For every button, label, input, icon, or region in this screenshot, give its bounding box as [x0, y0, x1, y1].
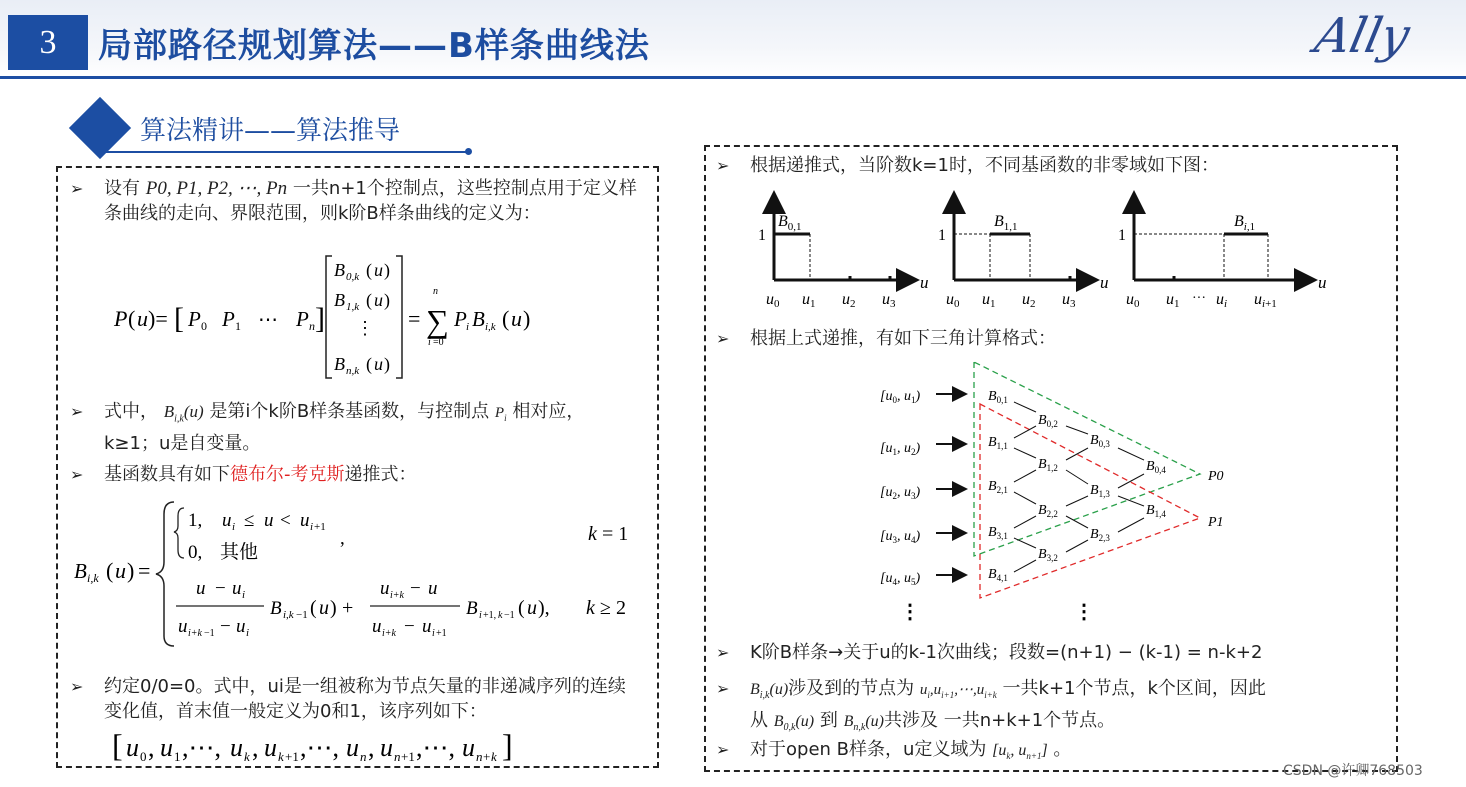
- svg-text:(: (: [128, 306, 136, 331]
- svg-text:k: k: [586, 597, 595, 619]
- de-boor-cox-recurrence: [70, 496, 650, 652]
- svg-text:u: u: [374, 354, 383, 374]
- svg-text:[u4, u5): [$u_4$, $u_5$): [880, 571, 921, 587]
- svg-text:1: 1: [235, 319, 241, 333]
- svg-text:i: i: [479, 610, 482, 621]
- svg-text:i,k: i,k: [283, 609, 294, 621]
- svg-text:0: 0: [201, 319, 207, 333]
- svg-text:u1: u1: [982, 291, 996, 310]
- header-divider: [0, 76, 1466, 79]
- svg-text:B4,1: $B_{4,1}$: [988, 567, 1008, 583]
- svg-text:u0: u0: [946, 291, 960, 310]
- svg-text:u: u: [300, 510, 310, 531]
- svg-text:u: u: [422, 616, 432, 637]
- diamond-icon: [69, 97, 131, 159]
- svg-text:−: −: [410, 578, 421, 599]
- svg-text:u: u: [196, 578, 206, 599]
- bullet-5-suffix: 。: [1053, 739, 1072, 760]
- right-bullet-3-text: K阶B样条→关于u的k-1次曲线；段数=(n+1) − (k-1) = n-k+2: [750, 642, 1263, 663]
- svg-text:0,: 0,: [188, 542, 203, 563]
- svg-text:u: u: [137, 306, 148, 331]
- plot-1-one-label: 1: [758, 227, 766, 244]
- svg-text:≥ 2: ≥ 2: [600, 597, 626, 619]
- svg-text:B: B: [334, 354, 345, 374]
- svg-text:u3: u3: [1062, 291, 1076, 310]
- svg-text:P: P: [454, 307, 467, 331]
- svg-text:⋮: ⋮: [900, 601, 920, 623]
- svg-text:u: u: [374, 290, 383, 310]
- svg-text:[u1, u2): [$u_1$, $u_2$): [880, 441, 921, 457]
- svg-text:[u3, u4): [$u_3$, $u_4$): [880, 529, 921, 545]
- svg-text:,: ,: [340, 528, 345, 549]
- svg-text:P: P: [188, 307, 201, 331]
- de-boor-cox-highlight: 德布尔-考克斯: [230, 464, 345, 485]
- bullet-4-text-b: 一共k+1个节点，k个区间，因此: [1002, 678, 1266, 699]
- svg-text:P: P: [296, 307, 309, 331]
- bullet-4-text-e: 共涉及 一共n+k+1个节点。: [883, 710, 1116, 732]
- basis-plot-bi1: [1118, 196, 1327, 310]
- svg-text:<: <: [280, 510, 291, 531]
- svg-text:B: B: [472, 307, 485, 331]
- svg-text:u: u: [264, 733, 277, 762]
- svg-text:1,k: 1,k: [346, 301, 360, 313]
- svg-text:,: ,: [148, 733, 155, 762]
- page-title: 局部路径规划算法——B样条曲线法: [98, 26, 650, 66]
- svg-text:B1,1: $B_{1,1}$: [994, 213, 1018, 233]
- svg-text:u: u: [178, 616, 188, 637]
- svg-text:⋮: ⋮: [1074, 601, 1094, 623]
- svg-text:i: i: [432, 628, 435, 639]
- right-bullet-1: [716, 153, 1376, 178]
- svg-text:u: u: [1318, 273, 1327, 292]
- svg-text:u2: u2: [1022, 291, 1036, 310]
- svg-text:−1: −1: [204, 628, 215, 639]
- svg-text:i+k: i+k: [382, 628, 396, 639]
- triangular-computation-scheme: [876, 356, 1236, 628]
- right-bullet-1-text: 根据递推式，当阶数k=1时，不同基函数的非零域如下图：: [750, 155, 1219, 176]
- svg-text:+1: +1: [436, 628, 447, 639]
- svg-text:−: −: [404, 616, 415, 637]
- svg-text:ui: ui: [1216, 291, 1228, 310]
- left-bullet-1: [70, 176, 642, 226]
- svg-text:(: (: [366, 290, 372, 310]
- svg-text:u: u: [160, 733, 173, 762]
- bullet-3-prefix: 基函数具有如下: [104, 464, 230, 485]
- bullet-2-text: 是第i个k阶B样条基函数，与控制点: [209, 401, 490, 422]
- svg-text:i: i: [466, 321, 470, 333]
- bullet-arrow-icon: ➢: [716, 329, 730, 348]
- svg-text:+1: +1: [285, 749, 299, 764]
- svg-text:i: i: [246, 627, 250, 639]
- svg-text:[: [: [112, 727, 123, 763]
- svg-text:−1: −1: [504, 610, 515, 621]
- svg-text:−1: −1: [296, 609, 308, 621]
- svg-text:1: 1: [938, 227, 946, 244]
- bullet-4-text-c: 从: [750, 710, 768, 732]
- svg-text:n,k: n,k: [346, 365, 360, 377]
- right-bullet-2-text: 根据上式递推，有如下三角计算格式：: [750, 328, 1056, 349]
- left-bullet-2: ➢ 式中， $B_{i,k}(u)$ 是第i个k阶B样条基函数，与控制点 $P_i$ 相对应， k≥1；u是自变量。: [70, 401, 585, 455]
- svg-text:n: n: [309, 319, 315, 333]
- bullet-arrow-icon: ➢: [70, 402, 84, 421]
- svg-text:u3: u3: [882, 291, 896, 310]
- svg-text:其他: 其他: [220, 542, 259, 563]
- basis-plot-b11: [938, 196, 1109, 310]
- svg-text:): ): [127, 558, 135, 583]
- svg-text:k: k: [588, 523, 597, 545]
- svg-text:=: =: [408, 306, 421, 331]
- svg-text:),: ),: [538, 597, 550, 619]
- subsection-title: 算法精讲——算法推导: [140, 116, 401, 146]
- svg-text:]: ]: [502, 727, 513, 763]
- svg-text:i+k: i+k: [390, 590, 404, 601]
- underline-end-dot: [465, 148, 472, 155]
- bullet-3-suffix: 递推式：: [344, 464, 417, 485]
- svg-text:B2,2: $B_{2,2}$: [1038, 503, 1058, 519]
- bullet-2-prefix: 式中，: [104, 401, 158, 422]
- svg-text:k: k: [498, 610, 503, 621]
- basis-function-plots: [752, 188, 1352, 313]
- svg-text:): ): [384, 354, 390, 374]
- svg-text:]: ]: [315, 302, 325, 335]
- point-p0-label: P0: [1208, 469, 1224, 484]
- svg-text:u2: u2: [842, 291, 856, 310]
- svg-text:[u0, u1): [$u_0$, $u_1$): [880, 389, 921, 405]
- svg-text:(: (: [106, 558, 114, 583]
- svg-text:P: P: [114, 306, 128, 331]
- svg-text:1: 1: [1118, 227, 1126, 244]
- signature-logo: Ally: [1310, 8, 1415, 64]
- svg-text:u: u: [380, 733, 393, 762]
- point-p1-label: P1: [1208, 515, 1224, 530]
- svg-text:): ): [384, 260, 390, 280]
- bullet-1-text: 一共n+1个控制点，这些控制点用于定义样条曲线的走向、界限范围，则k阶B样条曲线的定义为：: [104, 178, 637, 224]
- svg-text:B1,4: $B_{1,4}$: [1146, 503, 1166, 519]
- svg-text:(: (: [310, 597, 317, 619]
- svg-text:∑: ∑: [426, 303, 449, 339]
- svg-text:u: u: [527, 597, 537, 619]
- bullet-arrow-icon: ➢: [716, 679, 730, 698]
- svg-text:u1: u1: [1166, 291, 1180, 310]
- svg-text:u: u: [462, 733, 475, 762]
- bullet-1-prefix: 设有: [104, 178, 140, 199]
- bullet-5-text: 对于open B样条，u定义域为: [750, 739, 987, 760]
- svg-text:(: (: [366, 260, 372, 280]
- svg-text:+1,: +1,: [483, 610, 497, 621]
- svg-text:B0,3: $B_{0,3}$: [1090, 433, 1110, 449]
- svg-text:n: n: [394, 749, 401, 764]
- svg-text:i: i: [428, 337, 431, 348]
- right-bullet-4: ➢ $B_{i,k}(u)$涉及到的节点为 $u_i,u_{i+1},\cdots,u_{i+k}$ 一共k+1个节点，k个区间，因此 从 $B_{0,k}(u)$ 到 $B_{n,k}(u)$共涉及 一共n+k+1个节点。: [716, 678, 1266, 734]
- svg-text:u: u: [1100, 273, 1109, 292]
- bullet-arrow-icon: ➢: [70, 465, 84, 484]
- svg-text:B: B: [74, 559, 87, 583]
- svg-text:u: u: [380, 578, 390, 599]
- svg-text:u1: u1: [802, 291, 816, 310]
- bullet-arrow-icon: ➢: [716, 156, 730, 175]
- svg-text:B2,3: $B_{2,3}$: [1090, 527, 1110, 543]
- svg-text:···: ···: [1192, 291, 1206, 306]
- svg-text:B: B: [466, 598, 478, 619]
- svg-text:Bi,1: $B_{i,}1$: [1234, 213, 1256, 233]
- svg-text:u: u: [428, 578, 438, 599]
- right-bullet-5: ➢ 对于open B样条，u定义域为 [$u_k$, $u_{n+1}$] 。: [716, 739, 1072, 762]
- svg-text:+: +: [342, 597, 354, 619]
- svg-text:k: k: [278, 749, 284, 764]
- svg-text:1: 1: [174, 749, 181, 764]
- svg-text:u: u: [319, 597, 329, 619]
- right-bullet-3: [716, 640, 1376, 665]
- svg-text:ui+1: ui+1: [1254, 291, 1277, 310]
- svg-text:u: u: [511, 306, 522, 331]
- svg-text:u: u: [222, 510, 232, 531]
- svg-text:0,k: 0,k: [346, 271, 360, 283]
- svg-text:B0,2: $B_{0,2}$: [1038, 413, 1058, 429]
- bullet-2-suffix: 相对应， k≥1；u是自变量。: [104, 401, 585, 455]
- svg-text:i: i: [310, 521, 314, 533]
- knot-vector-formula: [110, 724, 560, 768]
- svg-text:B0,1: $B_{0,1}$: [988, 389, 1008, 405]
- svg-text:[: [: [174, 302, 184, 335]
- svg-text:B3,1: $B_{3,1}$: [988, 525, 1008, 541]
- svg-text:)=: )=: [148, 306, 168, 331]
- svg-text:,: ,: [368, 733, 375, 762]
- svg-text:−: −: [215, 578, 226, 599]
- control-points-expr: P0, P1, P2, ⋯, Pn: [145, 178, 288, 199]
- svg-text:i,k: i,k: [87, 571, 99, 585]
- svg-text:(: (: [366, 354, 372, 374]
- svg-text:1,: 1,: [188, 510, 203, 531]
- left-bullet-4: [70, 674, 642, 724]
- svg-text:B: B: [270, 598, 282, 619]
- svg-text:u: u: [372, 616, 382, 637]
- svg-text:n: n: [476, 749, 483, 764]
- svg-text:): ): [384, 290, 390, 310]
- svg-text:B1,1: $B_{1,1}$: [988, 435, 1008, 451]
- svg-text:n: n: [433, 286, 438, 297]
- svg-text:u: u: [374, 260, 383, 280]
- svg-text:u: u: [264, 510, 274, 531]
- svg-text:≤: ≤: [244, 510, 255, 531]
- bullet-4-text-a: 涉及到的节点为: [788, 678, 915, 699]
- svg-text:= 1: = 1: [602, 523, 629, 545]
- watermark: CSDN @许卿768503: [1283, 763, 1423, 779]
- svg-text:,⋯,: ,⋯,: [416, 733, 455, 762]
- svg-text:): ): [330, 597, 337, 619]
- svg-text:[u2, u3): [$u_2$, $u_3$): [880, 485, 921, 501]
- basis-plot-b01: [758, 196, 929, 310]
- svg-text:=: =: [138, 558, 151, 583]
- svg-text:u: u: [346, 733, 359, 762]
- svg-text:i+k: i+k: [188, 628, 202, 639]
- svg-text:u: u: [115, 558, 126, 583]
- svg-text:(: (: [502, 306, 510, 331]
- left-bullet-3: [70, 462, 642, 487]
- svg-text:P: P: [222, 307, 235, 331]
- svg-text:⋯: ⋯: [258, 309, 278, 331]
- svg-text:⋮: ⋮: [356, 318, 374, 338]
- svg-text:,⋯,: ,⋯,: [300, 733, 339, 762]
- svg-text:+1: +1: [401, 749, 415, 764]
- bullet-arrow-icon: ➢: [716, 643, 730, 662]
- svg-text:−: −: [220, 616, 231, 637]
- svg-text:B0,4: $B_{0,4}$: [1146, 459, 1166, 475]
- svg-text:u0: u0: [766, 291, 780, 310]
- svg-text:B: B: [334, 290, 345, 310]
- svg-text:+: +: [483, 749, 491, 764]
- svg-text:(: (: [518, 597, 525, 619]
- svg-text:u: u: [232, 578, 242, 599]
- right-bullet-2: [716, 326, 1376, 351]
- svg-text:B1,3: $B_{1,3}$: [1090, 483, 1110, 499]
- bullet-4-text: 约定0/0=0。式中，ui是一组被称为节点矢量的非递减序列的连续变化值，首末值一般定义为0和1，该序列如下：: [104, 676, 626, 722]
- bullet-arrow-icon: ➢: [70, 179, 84, 198]
- svg-text:i,k: i,k: [485, 321, 496, 333]
- bspline-definition-formula: [100, 250, 640, 386]
- svg-text:k: k: [244, 749, 250, 764]
- svg-text:=0: =0: [433, 337, 444, 348]
- bullet-4-text-d: 到: [819, 710, 838, 732]
- bullet-arrow-icon: ➢: [716, 740, 730, 759]
- svg-text:u: u: [126, 733, 139, 762]
- svg-text:B1,2: $B_{1,2}$: [1038, 457, 1058, 473]
- svg-text:u: u: [230, 733, 243, 762]
- section-number-badge: 3: [8, 15, 88, 70]
- svg-text:k: k: [491, 749, 497, 764]
- svg-text:0: 0: [140, 749, 147, 764]
- svg-text:,⋯,: ,⋯,: [182, 733, 221, 762]
- svg-text:B: B: [334, 260, 345, 280]
- svg-text:B0,1: $B_{0,1}$: [778, 213, 802, 233]
- svg-text:i: i: [232, 521, 236, 533]
- svg-text:B3,2: $B_{3,2}$: [1038, 547, 1058, 563]
- svg-text:,: ,: [252, 733, 259, 762]
- svg-text:n: n: [360, 749, 367, 764]
- svg-text:+1: +1: [314, 521, 326, 533]
- plot-1-axis-label: u: [920, 273, 929, 292]
- svg-text:B2,1: $B_{2,1}$: [988, 479, 1008, 495]
- subsection-underline: [104, 151, 469, 153]
- svg-text:u: u: [236, 616, 246, 637]
- svg-text:u0: u0: [1126, 291, 1140, 310]
- svg-text:i: i: [242, 589, 246, 601]
- bullet-arrow-icon: ➢: [70, 677, 84, 696]
- svg-text:): ): [523, 306, 531, 331]
